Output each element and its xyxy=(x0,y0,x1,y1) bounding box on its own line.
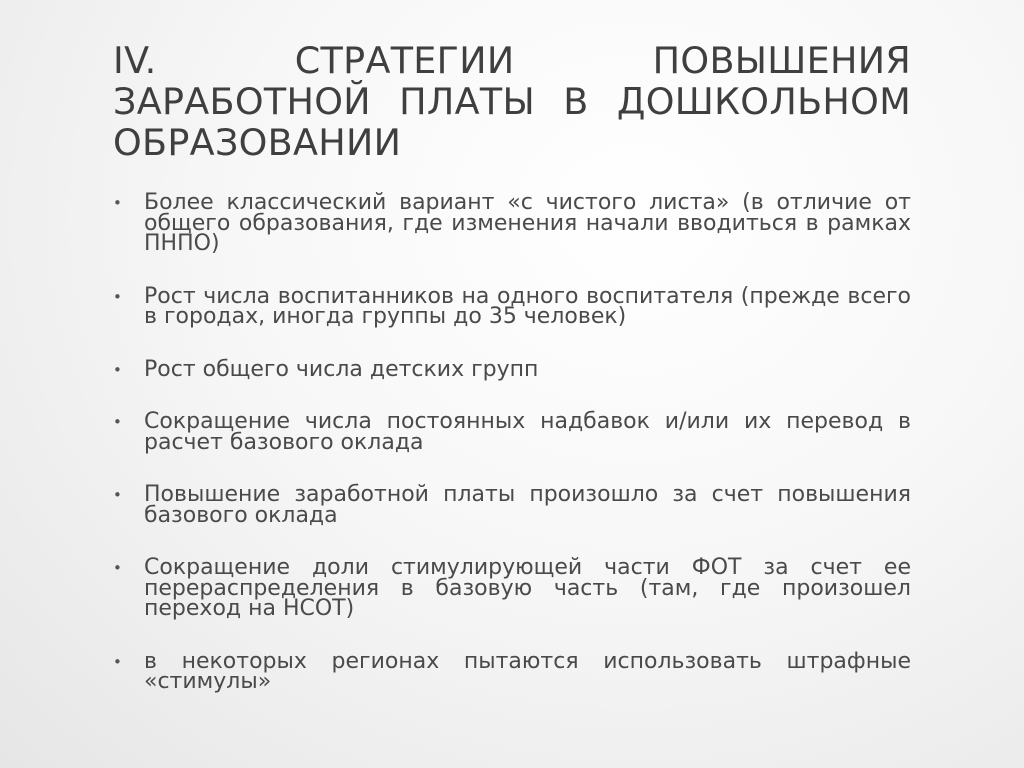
bullet-text: Более классический вариант «с чистого листа» (в отличие от общего образования, где изменения начали вводиться в рамках ПНПО) xyxy=(144,190,911,256)
bullet-dot-icon: • xyxy=(113,652,122,671)
bullet-dot-icon: • xyxy=(113,194,122,212)
bullet-text: Сокращение доли стимулирующей части ФОТ за счет ее перераспределения в базовую часть (там, где произошел переход на НСОТ) xyxy=(144,555,911,621)
bullet-dot-icon: • xyxy=(113,559,122,577)
bullet-dot-icon: • xyxy=(113,413,122,431)
bullet-dot-icon: • xyxy=(113,360,122,379)
slide-content xyxy=(113,40,911,725)
bullet-item xyxy=(113,409,911,455)
bullet-item xyxy=(113,283,911,329)
bullet-dot-icon: • xyxy=(113,287,122,306)
bullet-list xyxy=(113,190,911,694)
bullet-item xyxy=(113,482,911,528)
bullet-item xyxy=(113,190,911,256)
title-line-2: ЗАРАБОТНОЙ ПЛАТЫ В ДОШКОЛЬНОМ xyxy=(113,80,911,123)
bullet-item xyxy=(113,555,911,621)
bullet-item xyxy=(113,356,911,382)
title-line-3: ОБРАЗОВАНИИ xyxy=(113,121,402,164)
bullet-text: в некоторых регионах пытаются использовать штрафные «стимулы» xyxy=(144,648,911,694)
bullet-dot-icon: • xyxy=(113,486,122,504)
bullet-text: Сокращение числа постоянных надбавок и/или их перевод в расчет базового оклада xyxy=(144,409,911,455)
slide-title xyxy=(113,40,911,163)
bullet-text: Рост числа воспитанников на одного воспитателя (прежде всего в городах, иногда группы до 35 человек) xyxy=(144,283,911,329)
bullet-text: Рост общего числа детских групп xyxy=(144,356,539,382)
bullet-text: Повышение заработной платы произошло за счет повышения базового оклада xyxy=(144,482,911,528)
title-line-1: IV. СТРАТЕГИИ ПОВЫШЕНИЯ xyxy=(113,39,911,82)
bullet-item xyxy=(113,648,911,694)
